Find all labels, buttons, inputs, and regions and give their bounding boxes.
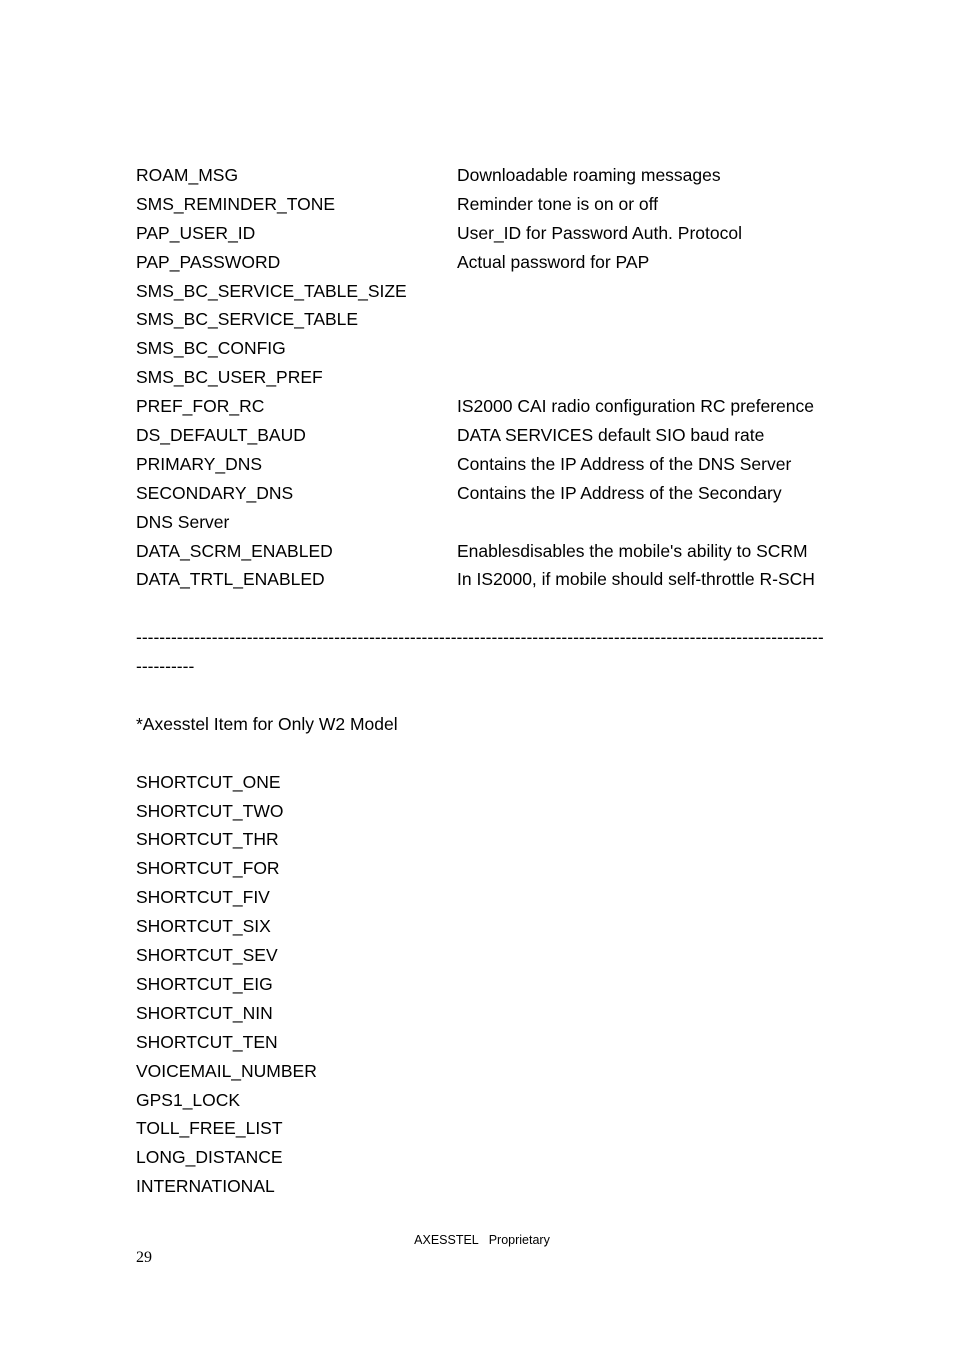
parameter-row <box>136 450 826 479</box>
parameter-description: Contains the IP Address of the DNS Server <box>457 453 792 474</box>
parameter-description: Actual password for PAP <box>457 251 650 272</box>
parameter-row <box>136 161 826 190</box>
parameter-name: DNS Server <box>136 511 230 532</box>
list-item: INTERNATIONAL <box>136 1176 275 1197</box>
section-title: *Axesstel Item for Only W2 Model <box>136 713 398 734</box>
spacer <box>136 594 826 623</box>
separator-line-continued: ---------- <box>136 656 195 677</box>
parameter-name: SMS_BC_CONFIG <box>136 338 286 359</box>
parameter-row <box>136 363 826 392</box>
list-item: TOLL_FREE_LIST <box>136 1118 283 1139</box>
parameter-row <box>136 508 826 537</box>
parameter-row <box>136 421 826 450</box>
parameter-name: ROAM_MSG <box>136 165 239 185</box>
parameter-description <box>457 508 826 537</box>
parameter-name: DATA_SCRM_ENABLED <box>136 540 333 561</box>
parameter-name: SMS_REMINDER_TONE <box>136 193 336 214</box>
parameter-row <box>136 334 826 363</box>
spacer <box>136 739 826 768</box>
parameter-name: SMS_BC_SERVICE_TABLE_SIZE <box>136 280 407 301</box>
parameter-row <box>136 479 826 508</box>
parameter-description: Reminder tone is on or off <box>457 193 659 214</box>
list-item: VOICEMAIL_NUMBER <box>136 1060 317 1081</box>
w2-item-list <box>136 768 826 1201</box>
list-item: SHORTCUT_TEN <box>136 1031 278 1052</box>
parameter-description: Enablesdisables the mobile's ability to SCRM <box>457 540 808 561</box>
parameter-name: SECONDARY_DNS <box>136 482 294 503</box>
list-item: GPS1_LOCK <box>136 1089 241 1110</box>
parameter-name: SMS_BC_USER_PREF <box>136 367 323 388</box>
parameter-description <box>457 305 826 334</box>
parameter-description: In IS2000, if mobile should self-throttle R-SCH <box>457 569 815 590</box>
parameter-row <box>136 565 826 594</box>
parameter-description <box>457 334 826 363</box>
separator-line: ---------------------------------------------------------------------------------------------------------------------- <box>136 627 824 648</box>
list-item: SHORTCUT_EIG <box>136 973 273 994</box>
list-item: SHORTCUT_THR <box>136 829 279 850</box>
parameter-description <box>457 363 826 392</box>
footer-proprietary-label: AXESSTEL Proprietary <box>414 1233 550 1247</box>
parameter-row <box>136 392 826 421</box>
parameter-name: DATA_TRTL_ENABLED <box>136 569 325 590</box>
parameter-name: SMS_BC_SERVICE_TABLE <box>136 309 359 330</box>
parameter-name: PAP_PASSWORD <box>136 251 281 272</box>
parameter-name: DS_DEFAULT_BAUD <box>136 425 306 446</box>
parameter-description: IS2000 CAI radio configuration RC preference <box>457 396 815 417</box>
list-item: SHORTCUT_SIX <box>136 916 271 937</box>
parameter-row <box>136 305 826 334</box>
parameter-description: Downloadable roaming messages <box>457 165 721 185</box>
parameter-name: PREF_FOR_RC <box>136 396 265 417</box>
parameter-row <box>136 219 826 248</box>
list-item: SHORTCUT_NIN <box>136 1002 273 1023</box>
list-item: SHORTCUT_TWO <box>136 800 284 821</box>
parameter-table <box>136 161 826 594</box>
list-item: SHORTCUT_FIV <box>136 887 270 908</box>
parameter-description: Contains the IP Address of the Secondary <box>457 482 782 503</box>
parameter-row <box>136 190 826 219</box>
parameter-row <box>136 537 826 566</box>
list-item: LONG_DISTANCE <box>136 1147 283 1168</box>
page-number: 29 <box>136 1249 152 1266</box>
parameter-row <box>136 277 826 306</box>
list-item: SHORTCUT_ONE <box>136 771 281 792</box>
parameter-name: PRIMARY_DNS <box>136 453 263 474</box>
list-item: SHORTCUT_SEV <box>136 945 278 966</box>
spacer <box>136 681 826 710</box>
page-content <box>136 161 826 1201</box>
parameter-name: PAP_USER_ID <box>136 222 256 243</box>
parameter-description: DATA SERVICES default SIO baud rate <box>457 425 765 446</box>
list-item: SHORTCUT_FOR <box>136 858 280 879</box>
parameter-row <box>136 248 826 277</box>
parameter-description: User_ID for Password Auth. Protocol <box>457 222 742 243</box>
parameter-description <box>457 277 826 306</box>
